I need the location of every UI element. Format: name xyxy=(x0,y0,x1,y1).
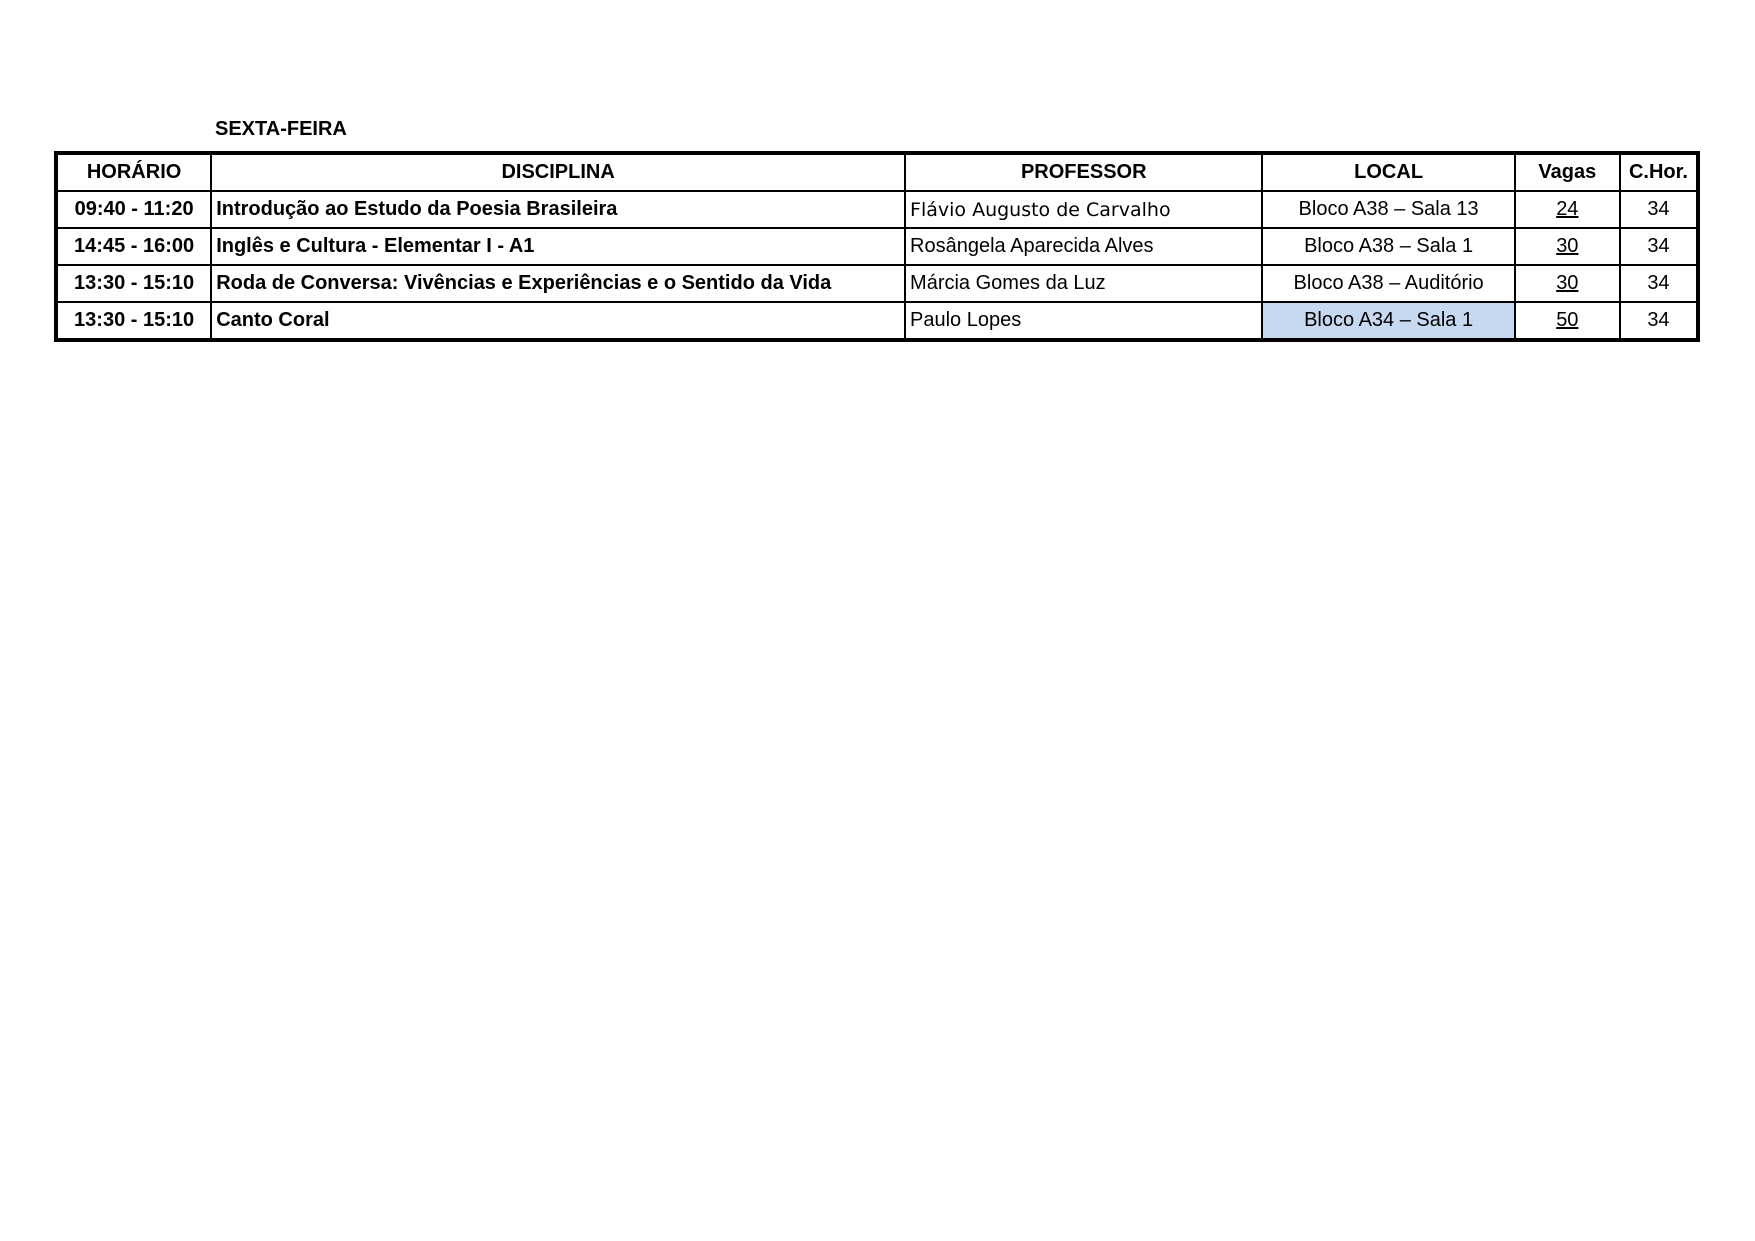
header-carga-horaria: C.Hor. xyxy=(1620,153,1698,191)
cell-local: Bloco A38 – Sala 13 xyxy=(1262,191,1514,228)
cell-vagas: 30 xyxy=(1515,228,1620,265)
cell-disciplina: Inglês e Cultura - Elementar I - A1 xyxy=(211,228,905,265)
header-local: LOCAL xyxy=(1262,153,1514,191)
table-row xyxy=(56,265,1698,302)
header-row xyxy=(56,153,1698,191)
cell-horario: 09:40 - 11:20 xyxy=(56,191,211,228)
cell-horario: 13:30 - 15:10 xyxy=(56,302,211,340)
cell-carga-horaria: 34 xyxy=(1620,191,1698,228)
cell-local: Bloco A38 – Sala 1 xyxy=(1262,228,1514,265)
day-title: SEXTA-FEIRA xyxy=(215,118,347,140)
table-row xyxy=(56,302,1698,340)
cell-horario: 14:45 - 16:00 xyxy=(56,228,211,265)
cell-horario: 13:30 - 15:10 xyxy=(56,265,211,302)
cell-local-highlighted: Bloco A34 – Sala 1 xyxy=(1262,302,1514,340)
cell-carga-horaria: 34 xyxy=(1620,302,1698,340)
cell-carga-horaria: 34 xyxy=(1620,228,1698,265)
header-horario: HORÁRIO xyxy=(56,153,211,191)
cell-vagas: 30 xyxy=(1515,265,1620,302)
table-row xyxy=(56,228,1698,265)
cell-professor: Márcia Gomes da Luz xyxy=(905,265,1262,302)
cell-professor: Rosângela Aparecida Alves xyxy=(905,228,1262,265)
header-vagas: Vagas xyxy=(1515,153,1620,191)
cell-disciplina: Canto Coral xyxy=(211,302,905,340)
cell-carga-horaria: 34 xyxy=(1620,265,1698,302)
header-professor: PROFESSOR xyxy=(905,153,1262,191)
cell-disciplina: Introdução ao Estudo da Poesia Brasileira xyxy=(211,191,905,228)
cell-professor: Paulo Lopes xyxy=(905,302,1262,340)
header-disciplina: DISCIPLINA xyxy=(211,153,905,191)
schedule-table xyxy=(54,151,1700,342)
cell-disciplina: Roda de Conversa: Vivências e Experiências e o Sentido da Vida xyxy=(211,265,905,302)
table-row xyxy=(56,191,1698,228)
cell-professor: Flávio Augusto de Carvalho xyxy=(905,191,1262,228)
cell-vagas: 24 xyxy=(1515,191,1620,228)
cell-local: Bloco A38 – Auditório xyxy=(1262,265,1514,302)
cell-vagas: 50 xyxy=(1515,302,1620,340)
